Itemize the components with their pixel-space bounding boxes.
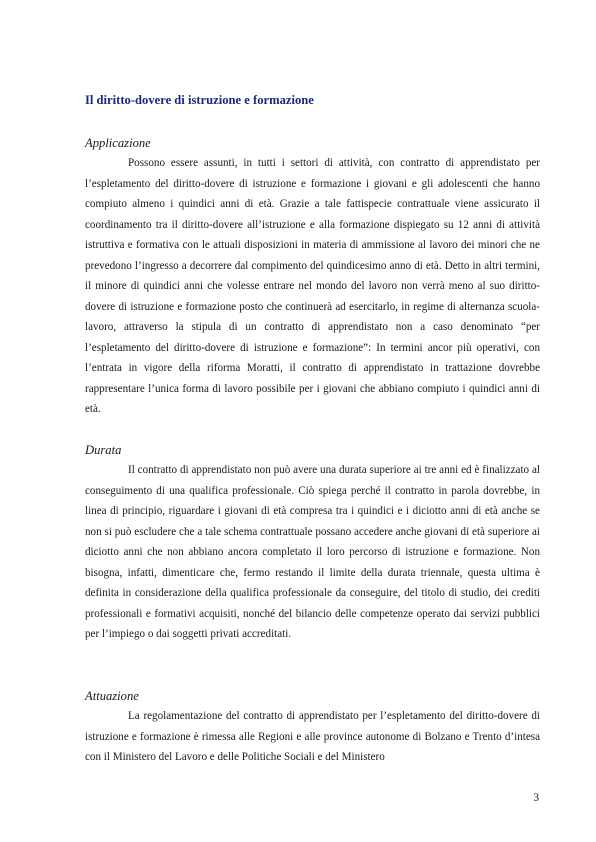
section-body-attuazione: La regolamentazione del contratto di apprendistato per l’espletamento del diritto-dovere di istruzione e formazione è rimessa alle Regioni e alle province autonome di Bolzano e Trento d’intesa con il Ministero del Lavoro e delle Politiche Sociali e del Ministero: [85, 710, 540, 763]
page-number: 3: [533, 792, 539, 804]
section-body-durata: Il contratto di apprendistato non può avere una durata superiore ai tre anni ed è finalizzato al conseguimento di una qualifica professionale. Ciò spiega perché il contratto in parola dovrebbe, in linea di principio, riguardare i giovani di età compresa tra i quindici e i diciotto anni di età anche se non si può escludere che a tale schema contrattuale possano accedere anche giovani di età superiore ai diciotto anni che non abbiano ancora completato il loro percorso di istruzione e formazione. Non bisogna, infatti, dimenticare che, fermo restando il limite della durata triennale, questa ultima è definita in considerazione della qualifica professionale da conseguire, del titolo di studio, dei crediti professionali e formativi acquisiti, nonché del bilancio delle competenze operato dai servizi pubblici per l’impiego o dai soggetti privati accreditati.: [85, 464, 540, 640]
section-heading-applicazione: Applicazione: [85, 136, 151, 150]
section-heading-durata: Durata: [85, 443, 122, 457]
section-heading-attuazione: Attuazione: [85, 689, 139, 703]
section-body-applicazione: Possono essere assunti, in tutti i settori di attività, con contratto di apprendistato per l’espletamento del diritto-dovere di istruzione e formazione i giovani e gli adolescenti che hanno compiuto almeno i quindici anni di età. Grazie a tale fattispecie contrattuale viene assicurato il coordinamento tra il diritto-dovere all’istruzione e alla formazione dispiegato su 12 anni di attività istruttiva e formativa con le attuali disposizioni in materia di ammissione al lavoro dei minori che ne prevedono l’ingresso a decorrere dal compimento del quindicesimo anno di età. Detto in altri termini, il minore di quindici anni che volesse entrare nel mondo del lavoro non verrà meno al suo diritto-dovere di istruzione e formazione posto che continuerà ad esercitarlo, in regime di alternanza scuola-lavoro, attraverso la stipula di un contratto di apprendistato non a caso denominato “per l’espletamento del diritto-dovere di istruzione e formazione”: In termini ancor più operativi, con l’entrata in vigore della riforma Moratti, il contratto di apprendistato in trattazione dovrebbe rappresentare l’unica forma di lavoro possibile per i giovani che abbiano compiuto i quindici anni di età.: [85, 157, 540, 415]
document-title: Il diritto-dovere di istruzione e formazione: [85, 93, 314, 107]
